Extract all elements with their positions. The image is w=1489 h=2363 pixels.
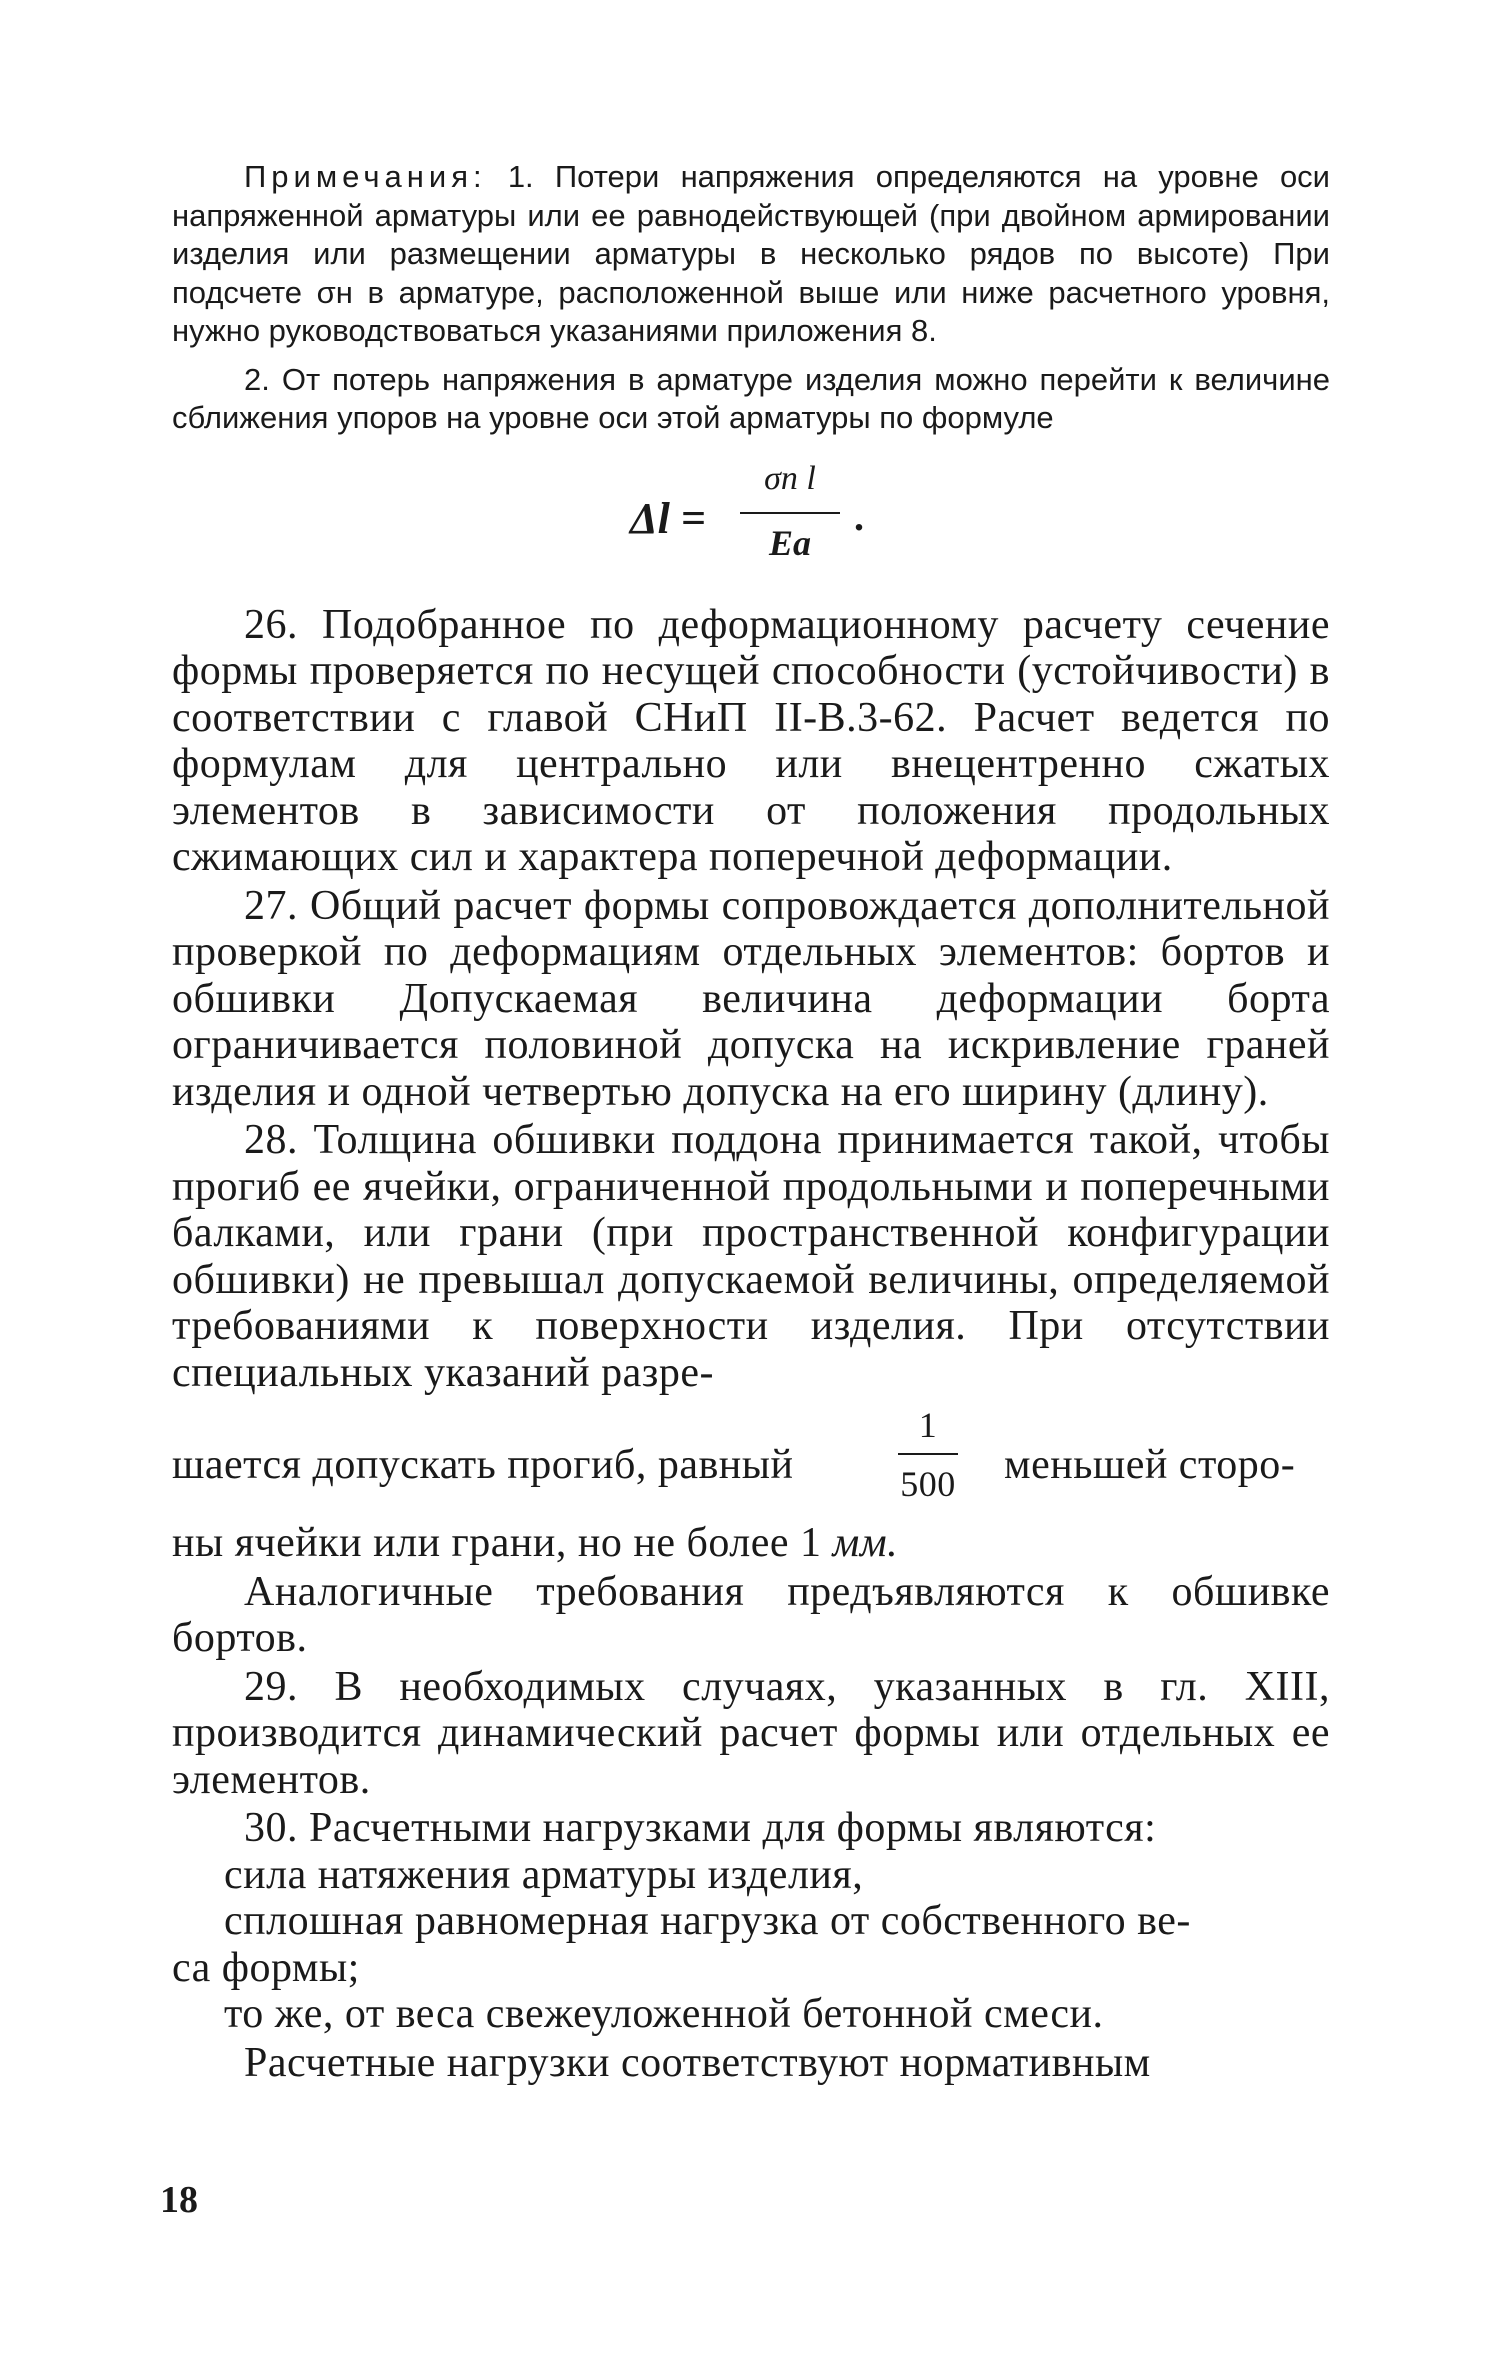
page-number: 18 <box>160 2179 198 2221</box>
paragraph-28-end <box>172 1520 1330 1567</box>
paragraph-31: Расчетные нагрузки соответствуют нормативным <box>244 2039 1151 2086</box>
formula-end: . <box>854 493 864 539</box>
formula-denominator: Eа <box>768 522 811 563</box>
paragraph-28-end-text: ны ячейки или грани, но не более 1 <box>172 1520 822 1566</box>
paragraph-29: 29. В необходимых случаях, указанных в гл. XIII, производится динамический расчет формы или отдельных ее элементов. <box>172 1663 1330 1803</box>
paragraph-28-fraction-line <box>172 1402 1330 1520</box>
paragraph-30: 30. Расчетными нагрузками для формы являются: <box>244 1805 1157 1851</box>
formula-delta-l <box>172 458 1330 588</box>
load-list <box>172 1852 1330 2038</box>
unit-mm: мм. <box>832 1520 899 1566</box>
page-content <box>172 158 1330 2086</box>
load-item-1: сила натяжения арматуры изделия, <box>224 1851 864 1898</box>
load-item-3: то же, от веса свежеуложенной бетонной смеси. <box>224 1991 1104 2037</box>
paragraph-28: 28. Толщина обшивки поддона принимается такой, чтобы прогиб ее ячейки, ограниченной продольными и поперечными балками, или грани (при пространственной конфигурации обшивки) не превышал допускаемой величины, определяемой требованиями к поверхности изделия. При отсутствии специальных указаний разре- <box>172 1117 1330 1396</box>
note-2: 2. От потерь напряжения в арматуре изделия можно перейти к величине сближения упоров на уровне оси этой арматуры по формуле <box>172 361 1330 435</box>
formula-numerator: σп l <box>764 459 816 497</box>
note-1-text: 1. Потери напряжения определяются на уровне оси напряженной арматуры или ее равнодействующей (при двойном армировании изделия или размещении арматуры в несколько рядов по высоте) При подсчете σн в арматуре, расположенной выше или ниже расчетного уровня, нужно руководствоваться указаниями приложения 8. <box>172 159 1330 348</box>
formula-fraction <box>740 458 840 564</box>
note-1 <box>172 158 1330 351</box>
fraction-numerator: 1 <box>918 1405 938 1445</box>
fraction-bar <box>898 1453 958 1455</box>
load-item-2-cont: са формы; <box>172 1944 360 1991</box>
paragraph-26: 26. Подобранное по деформационному расчету сечение формы проверяется по несущей способности (устойчивости) в соответствии с главой СНиП II-В.3-62. Расчет ведется по формулам для центрально или внецентренно сжатых элементов в зависимости от положения продольных сжимающих сил и характера поперечной деформации. <box>172 601 1330 880</box>
load-item-2: сплошная равномерная нагрузка от собственного ве- <box>224 1898 1191 1944</box>
fraction-line-left: шается допускать прогиб, равный <box>172 1442 794 1488</box>
paragraph-28b: Аналогичные требования предъявляются к обшивке бортов. <box>172 1568 1330 1661</box>
fraction-bar <box>740 512 840 514</box>
fraction-line-right: меньшей сторо- <box>1004 1442 1296 1488</box>
fraction-denominator: 500 <box>900 1463 956 1504</box>
notes-label: Примечания: <box>244 159 487 194</box>
formula-lhs: Δl = <box>630 493 706 543</box>
notes-block <box>172 158 1330 438</box>
paragraph-27: 27. Общий расчет формы сопровождается дополнительной проверкой по деформациям отдельных элементов: бортов и обшивки Допускаемая величина деформации борта ограничивается половиной допуска на искривление граней изделия и одной четвертью допуска на его ширину (длину). <box>172 882 1330 1115</box>
main-text <box>172 602 1330 2087</box>
fraction-1-500 <box>898 1402 958 1507</box>
